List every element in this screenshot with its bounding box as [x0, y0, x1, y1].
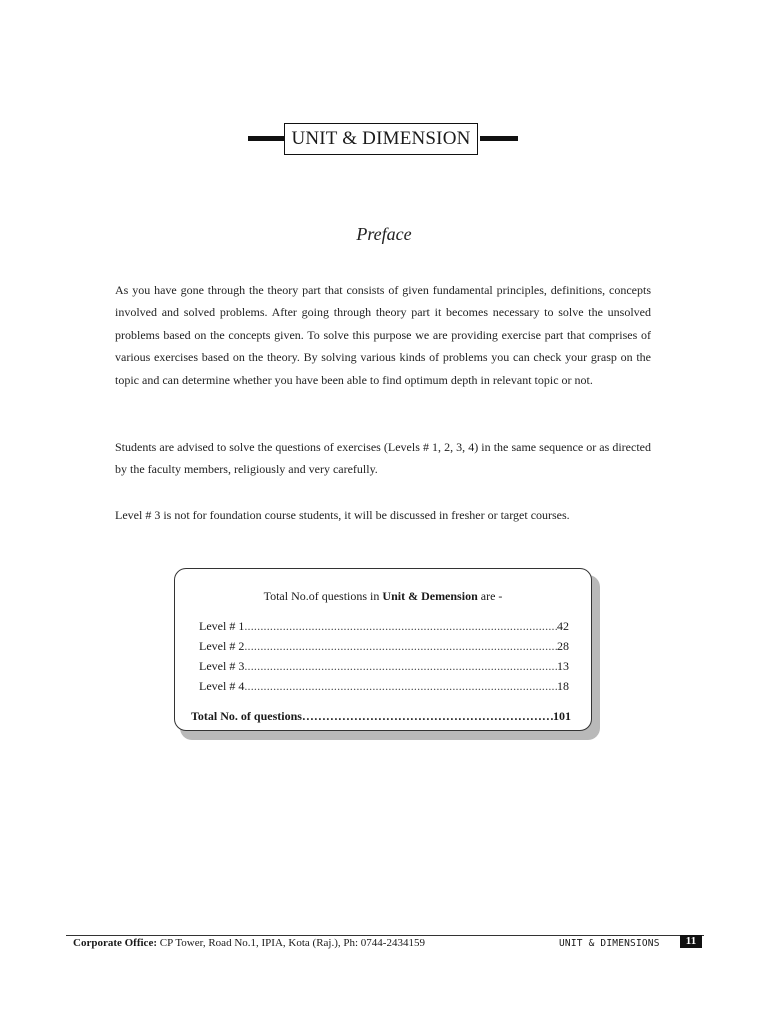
preface-paragraph-1: As you have gone through the theory part that consists of given fundamental principles, definitions, concepts involved and solved problems. After going through theory part it becomes necessary to solve the unsolved problems based on the concepts given. To solve this purpose we are providing exercise part that comprises of various exercises based on the theory. By solving various kinds of problems you can check your grasp on the topic and can determine whether you have been able to find optimum depth in relevant topic or not. [115, 283, 651, 387]
preface-heading: Preface [356, 224, 412, 244]
leader-dots [302, 709, 553, 724]
leader-dots [244, 659, 557, 674]
leader-dots [244, 639, 557, 654]
footer-office [73, 937, 425, 949]
leader-dots [244, 679, 557, 694]
level-row [199, 679, 569, 695]
summary-heading-post: are - [477, 589, 503, 603]
level-count: 18 [557, 679, 569, 693]
title-banner [248, 123, 518, 155]
leader-dots [244, 619, 557, 634]
level-row [199, 619, 569, 635]
level-count: 13 [557, 659, 569, 673]
total-row [191, 709, 571, 724]
level-count: 42 [557, 619, 569, 633]
footer-rule [66, 935, 704, 936]
question-summary-box [174, 568, 592, 731]
summary-heading [175, 589, 591, 604]
total-label: Total No. of questions [191, 709, 302, 723]
footer-section-title: UNIT & DIMENSIONS [559, 938, 660, 949]
level-row [199, 659, 569, 675]
footer-office-label: Corporate Office: [73, 937, 157, 949]
total-value: 101 [553, 709, 571, 723]
title-rule-right [480, 136, 518, 141]
summary-heading-topic: Unit & Demension [382, 589, 478, 603]
level-label: Level # 4 [199, 679, 245, 693]
footer-office-address: CP Tower, Road No.1, IPIA, Kota (Raj.), Ph: 0744-2434159 [157, 937, 425, 949]
preface-paragraph-2: Students are advised to solve the questions of exercises (Levels # 1, 2, 3, 4) in the same sequence or as directed by the faculty members, religiously and very carefully. [115, 440, 651, 477]
summary-heading-pre: Total No.of questions in [263, 589, 383, 603]
level-label: Level # 1 [199, 619, 245, 633]
level-label: Level # 3 [199, 659, 245, 673]
page-title: UNIT & DIMENSION [284, 123, 478, 155]
page-number: 11 [680, 935, 702, 948]
level-row [199, 639, 569, 655]
preface-paragraph-3: Level # 3 is not for foundation course students, it will be discussed in fresher or target courses. [115, 508, 570, 522]
title-rule-left [248, 136, 286, 141]
level-count: 28 [557, 639, 569, 653]
level-label: Level # 2 [199, 639, 245, 653]
